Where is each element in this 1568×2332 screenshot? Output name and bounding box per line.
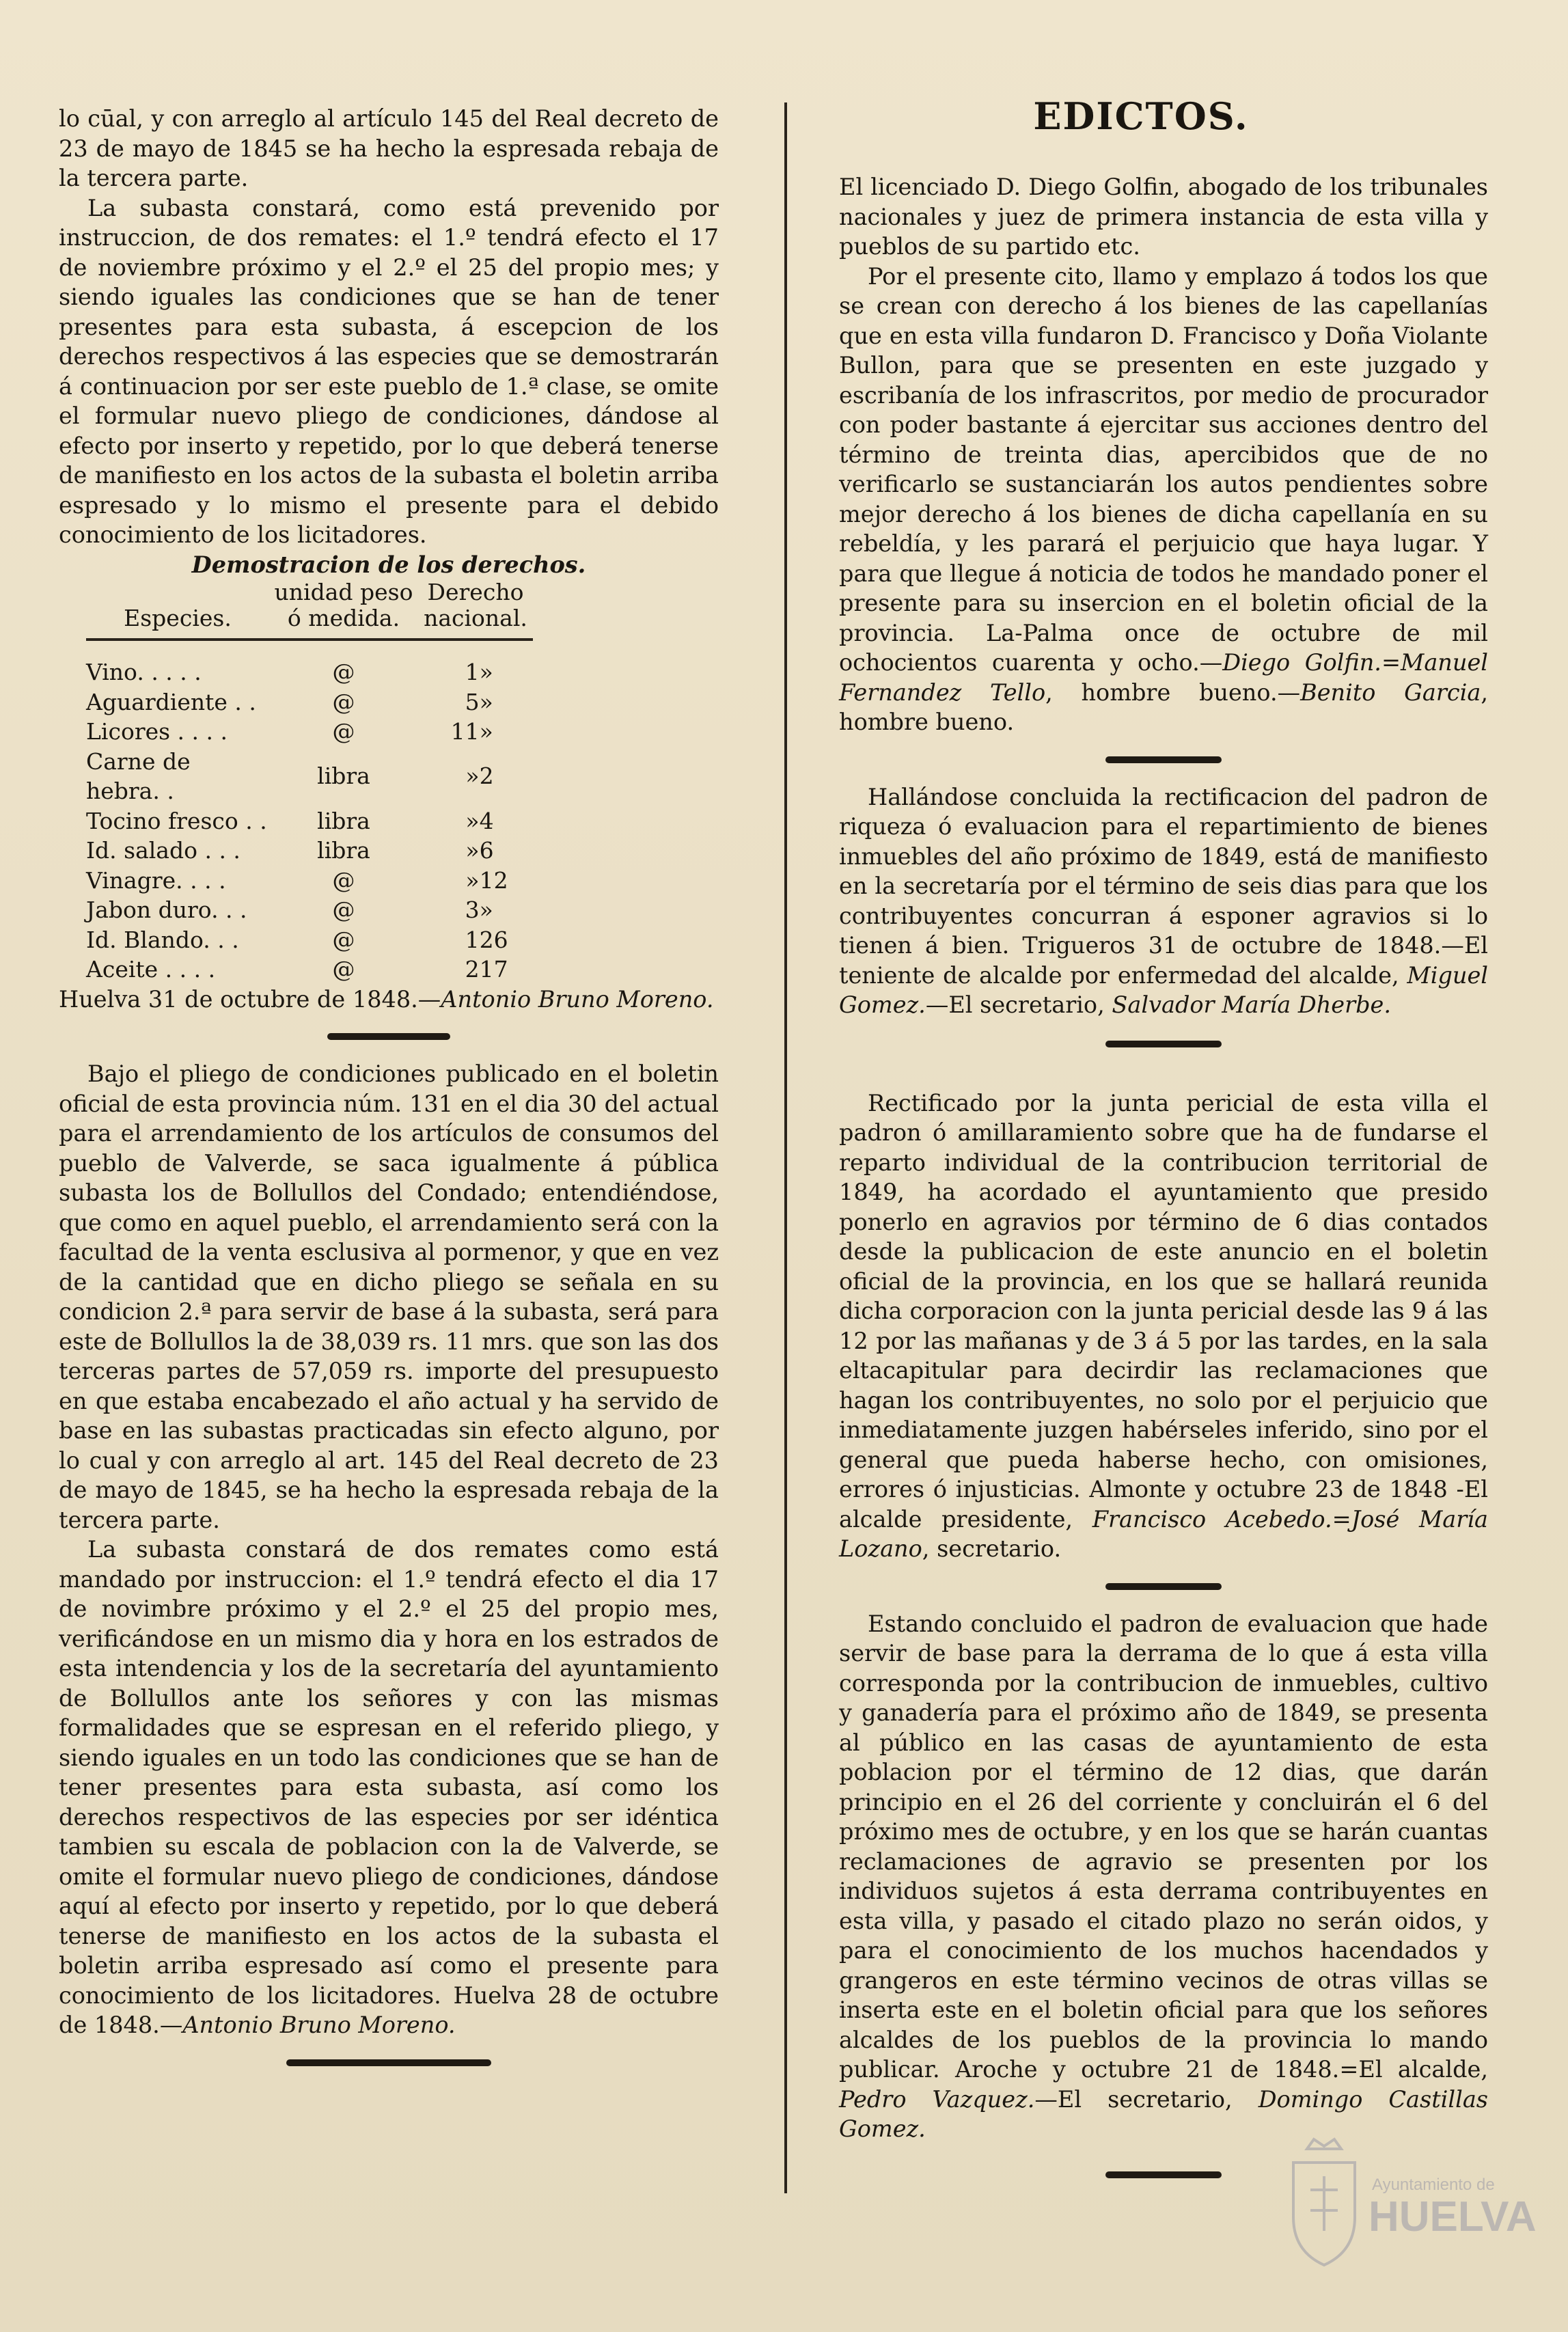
paragraph-text: Hallándose concluida la rectificacion del padron de riqueza ó evaluacion para el repartimiento de bienes inmuebles del año próximo de 1849, está de manifiesto en la secretaría por el término de seis dias para que los contribuyentes concurran á esponer agravios si lo tienen á bien. Trigueros 31 de octubre de 1848.—El teniente de alcalde por enfermedad del alcalde, bbox=[839, 783, 1488, 989]
cell-duty: 2 bbox=[479, 763, 494, 790]
table-header: Derecho nacional. bbox=[418, 579, 533, 640]
table-row bbox=[86, 836, 533, 866]
cell-duty: » bbox=[479, 659, 493, 685]
cell-duty: 17 bbox=[479, 956, 508, 983]
signatory: Antonio Bruno Moreno. bbox=[182, 2012, 456, 2038]
paragraph bbox=[839, 262, 1488, 737]
table-header: Especies. bbox=[86, 579, 269, 640]
cell-unit: libra bbox=[317, 763, 370, 790]
cell-species: Vinagre. . . . bbox=[86, 866, 226, 894]
paragraph bbox=[839, 1609, 1488, 2144]
cell-duty: 1 bbox=[465, 659, 480, 685]
cell-duty: 4 bbox=[479, 807, 494, 834]
signatory: Antonio Bruno Moreno. bbox=[441, 985, 714, 1013]
paragraph-text: Estando concluido el padron de evaluacion que hade servir de base para la derrama de lo que á esta villa corresponda por la contribucion de inmuebles, cultivo y ganadería para el próximo año de 1849, se presenta al público en las casas de ayuntamiento de esta poblacion por el término de 12 dias, que darán principio en el 26 del corriente y concluirán el 6 del próximo mes de octubre, y en los que se harán cuantas reclamaciones de agravio se presenten por los individuos sujetos á esta derrama contribuyentes en esta villa, y pasado el citado plazo no serán oidos, y para el conocimiento de los muchos hacendados y grangeros en este término vecinos de otras villas se inserta este en el boletin oficial para que los señores alcaldes de los pueblos de la provincia lo mando publicar. Aroche y octubre 21 de 1848.=El alcalde, bbox=[839, 1610, 1488, 2083]
cell-duty: » bbox=[465, 763, 480, 790]
rights-table bbox=[86, 579, 533, 985]
paragraph bbox=[59, 1535, 719, 2040]
cell-species: Tocino fresco . . bbox=[86, 807, 267, 834]
cell-species: Carne de hebra. . bbox=[86, 747, 191, 804]
signatory: Pedro Vazquez. bbox=[839, 2085, 1035, 2113]
table-row bbox=[86, 747, 533, 806]
cell-duty: 26 bbox=[479, 926, 508, 953]
table-header: unidad peso ó medida. bbox=[269, 579, 418, 640]
paragraph: El licenciado D. Diego Golfin, abogado de los tribunales nacionales y juez de primera instancia de esta villa y pueblos de su partido etc. bbox=[839, 174, 1488, 260]
paragraph: lo cūal, y con arreglo al artículo 145 del Real decreto de 23 de mayo de 1845 se ha hecho la espresada rebaja de la tercera parte. bbox=[59, 105, 719, 191]
cell-duty: 12 bbox=[479, 866, 508, 894]
cell-duty: » bbox=[479, 688, 493, 715]
role-text: , secretario. bbox=[922, 1535, 1062, 1562]
cell-duty: 3 bbox=[465, 896, 480, 923]
cell-duty: » bbox=[465, 807, 480, 834]
signatory: Francisco Acebedo. bbox=[1092, 1505, 1332, 1533]
cell-unit: libra bbox=[317, 837, 370, 864]
role-text: —El secretario, bbox=[1034, 2085, 1258, 2113]
signatory: Domingo Castillas Gomez. bbox=[839, 2085, 1488, 2142]
signatory: Benito Garcia bbox=[1300, 678, 1481, 706]
separator-text: = bbox=[1332, 1505, 1351, 1533]
cell-duty: 1 bbox=[465, 926, 480, 953]
paragraph-text: Rectificado por la junta pericial de esta villa el padron ó amillaramiento sobre que ha de fundarse el reparto individual de la contribucion territorial de 1849, ha acordado el ayuntamiento que presido ponerlo en agravios por término de 6 dias contados desde la publicacion de este anuncio en el boletin oficial de la provincia, en los que se hallará reunida dicha corporacion con la junta pericial desde las 9 á las 12 por las mañanas y de 3 á 5 por las tardes, en la sala eltacapitular para decirdir las reclamaciones que hagan los contribuyentes, no solo por el perjuicio que inmediatamente juzgen habérseles inferido, sino por el general que pueda haberse hecho, con omisiones, errores ó injusticias. Almonte y octubre 23 de 1848 -El alcalde presidente, bbox=[839, 1089, 1488, 1533]
table-row bbox=[86, 955, 533, 985]
signatory: Diego Golfin. bbox=[1222, 649, 1381, 676]
cell-unit: @ bbox=[332, 718, 355, 745]
paragraph: La subasta constará, como está prevenido por instruccion, de dos remates: el 1.º tendrá efecto el 17 de noviembre próximo y el 2.º el 25 del propio mes; y siendo iguales las condiciones que se han de tener presentes para esta subasta, á escepcion de los derechos respectivos á las especies que se demostrarán á continuacion por ser este pueblo de 1.ª clase, se omite el formular nuevo pliego de condiciones, dándose al efecto por inserto y repetido, por lo que deberá tenerse de manifiesto en los actos de la subasta el boletin arriba espresado y lo mismo el presente para el debido conocimiento de los licitadores. bbox=[59, 194, 719, 548]
signature-line bbox=[59, 985, 719, 1015]
cell-unit: @ bbox=[332, 926, 355, 953]
separator-rule bbox=[1105, 2171, 1222, 2178]
role-text: , hombre bueno.— bbox=[1045, 678, 1301, 706]
cell-duty: » bbox=[479, 718, 493, 745]
cell-unit: @ bbox=[332, 896, 355, 923]
signatory: Manuel Fernandez Tello bbox=[839, 649, 1488, 706]
table-row bbox=[86, 925, 533, 955]
cell-duty: 2 bbox=[465, 956, 480, 983]
cell-duty: 6 bbox=[479, 837, 494, 864]
separator-rule bbox=[327, 1033, 450, 1040]
cell-duty: 11 bbox=[450, 718, 480, 745]
table-row bbox=[86, 717, 533, 747]
table-row bbox=[86, 806, 533, 836]
paragraph-text: Por el presente cito, llamo y emplazo á todos los que se crean con derecho á los bienes de las capellanías que en esta villa fundaron D. Francisco y Doña Violante Bullon, para que se presenten en este juzgado y escribanía de los infrascritos, por medio de procurador con poder bastante á ejercitar sus acciones dentro del término de treinta dias, apercibidos que de no verificarlo se sustanciarán los autos pendientes sobre mejor derecho á los bienes de dicha capellanía en su rebeldía, y les parará el perjuicio que haya lugar. Y para que llegue á noticia de todos he mandado poner el presente para su insercion en el boletin oficial de la provincia. La-Palma once de octubre de mil ochocientos cuarenta y ocho.— bbox=[839, 262, 1488, 676]
cell-species: Aguardiente . . bbox=[86, 688, 256, 715]
role-text: —El secretario, bbox=[925, 991, 1112, 1018]
cell-species: Vino. . . . . bbox=[86, 659, 202, 685]
shield-icon bbox=[1293, 2139, 1355, 2265]
paragraph-text: La subasta constará de dos remates como está mandado por instruccion: el 1.º tendrá efecto el dia 17 de novimbre próximo y el 2.º el 25 del propio mes, verificándose en un mismo dia y hora en los estrados de esta intendencia y los de la secretaría del ayuntamiento de Bollullos ante los señores y con las mismas formalidades que se espresan en el referido pliego, y siendo iguales en un todo las condiciones que se han de tener presentes para esta subasta, así como los derechos respectivos de las especies por ser idéntica tambien su escala de poblacion con la de Valverde, se omite el formular nuevo pliego de condiciones, dándose aquí al efecto por inserto y repetido, por lo que deberá tenerse de manifiesto en los actos de la subasta el boletin arriba espresado así como el presente para conocimiento de los licitadores. Huelva 28 de octubre de 1848.— bbox=[59, 1536, 719, 2038]
table-row bbox=[86, 866, 533, 896]
cell-species: Licores . . . . bbox=[86, 718, 228, 745]
cell-unit: @ bbox=[332, 659, 355, 685]
cell-unit: @ bbox=[332, 688, 355, 715]
cell-unit: @ bbox=[332, 866, 355, 894]
cell-species: Jabon duro. . . bbox=[86, 896, 247, 923]
right-column bbox=[839, 172, 1488, 2197]
archive-watermark bbox=[1280, 2135, 1537, 2272]
cell-unit: @ bbox=[332, 956, 355, 983]
separator-rule bbox=[286, 2059, 491, 2066]
left-column bbox=[59, 104, 719, 2085]
cell-species: Id. salado . . . bbox=[86, 837, 240, 864]
paragraph: Bajo el pliego de condiciones publicado en el boletin oficial de esta provincia núm. 131 en el dia 30 del actual para el arrendamiento de los artículos de consumos del pueblo de Valverde, se saca igualmente á pública subasta los de Bollullos del Condado; entendiéndose, que como en aquel pueblo, el arrendamiento será con la facultad de la venta esclusiva al pormenor, y que en vez de la cantidad que en dicho pliego se señala en su condicion 2.ª para servir de base á la subasta, será para este de Bollullos la de 38,039 rs. 11 mrs. que son las dos terceras partes de 57,059 rs. importe del presupuesto en que estaba encabezado el año actual y ha servido de base en las subastas practicadas sin efecto alguno, por lo cual y con arreglo al art. 145 del Real decreto de 23 de mayo de 1845, se ha hecho la espresada rebaja de la tercera parte. bbox=[59, 1060, 719, 1533]
table-row bbox=[86, 657, 533, 687]
table-row bbox=[86, 895, 533, 925]
paragraph bbox=[839, 782, 1488, 1020]
section-title: EDICTOS. bbox=[1033, 94, 1249, 138]
cell-duty: » bbox=[465, 837, 480, 864]
cell-duty: 5 bbox=[465, 688, 480, 715]
separator-text: = bbox=[1381, 649, 1401, 676]
signatory: José María Lozano bbox=[839, 1505, 1488, 1562]
separator-rule bbox=[1105, 756, 1222, 763]
separator-rule bbox=[1105, 1041, 1222, 1047]
separator-rule bbox=[1105, 1583, 1222, 1590]
date-text: Huelva 31 de octubre de 1848.— bbox=[59, 985, 441, 1013]
table-row bbox=[86, 687, 533, 717]
signatory: Miguel Gomez. bbox=[839, 961, 1488, 1018]
table-title: Demostracion de los derechos. bbox=[191, 551, 586, 578]
paragraph bbox=[839, 1088, 1488, 1564]
cell-duty: » bbox=[479, 896, 493, 923]
watermark-line2: HUELVA bbox=[1368, 2193, 1537, 2240]
watermark-line1: Ayuntamiento de bbox=[1372, 2176, 1495, 2194]
cell-duty: » bbox=[465, 866, 480, 894]
cell-species: Aceite . . . . bbox=[86, 956, 216, 983]
cell-unit: libra bbox=[317, 807, 370, 834]
cell-species: Id. Blando. . . bbox=[86, 926, 239, 953]
role-text: , hombre bueno. bbox=[839, 678, 1488, 735]
signatory: Salvador María Dherbe. bbox=[1112, 991, 1392, 1018]
column-divider bbox=[784, 102, 787, 2193]
